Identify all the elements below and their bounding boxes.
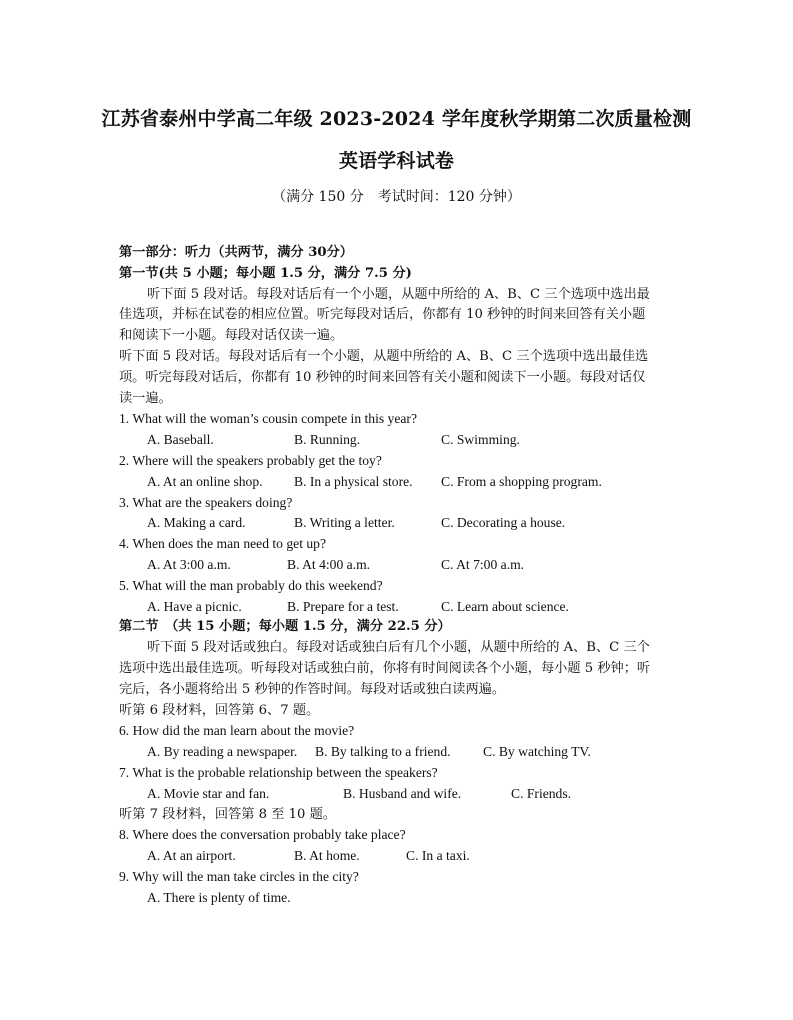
instruction-b-line1: 听下面 5 段对话。每段对话后有一个小题，从题中所给的 A、B、C 三个选项中选出最佳选: [119, 349, 649, 364]
instruction-a-line1: 听下面 5 段对话。每段对话后有一个小题，从题中所给的 A、B、C 三个选项中选出最: [147, 287, 650, 302]
part1-heading: 第一部分：听力（共两节，满分 30分）: [119, 245, 353, 260]
instruction-b-line2: 项。听完每段对话后，你都有 10 秒钟的时间来回答有关小题和阅读下一小题。每段对话仅: [119, 370, 646, 385]
q7-option-a: A. Movie star and fan.: [147, 786, 270, 801]
question-4: 4. When does the man need to get up?: [119, 536, 326, 551]
q1-option-a: A. Baseball.: [147, 432, 214, 447]
section1-heading: 第一节(共 5 小题；每小题 1.5 分，满分 7.5 分): [119, 266, 412, 281]
instruction-c-line1: 听下面 5 段对话或独白。每段对话或独白后有几个小题，从题中所给的 A、B、C 三个: [147, 640, 650, 655]
q2-option-b: B. In a physical store.: [294, 474, 413, 489]
material-7-note: 听第 7 段材料，回答第 8 至 10 题。: [119, 807, 336, 822]
q9-option-a: A. There is plenty of time.: [147, 890, 291, 905]
q4-option-b: B. At 4:00 a.m.: [287, 557, 371, 572]
question-8: 8. Where does the conversation probably take place?: [119, 827, 406, 842]
q1-option-c: C. Swimming.: [441, 432, 520, 447]
q6-option-a: A. By reading a newspaper.: [147, 744, 298, 759]
q2-option-c: C. From a shopping program.: [441, 474, 602, 489]
instruction-a-line2: 佳选项，并标在试卷的相应位置。听完每段对话后，你都有 10 秒钟的时间来回答有关小题: [119, 307, 646, 322]
instruction-a-line3: 和阅读下一小题。每段对话仅读一遍。: [119, 328, 344, 343]
question-2: 2. Where will the speakers probably get the toy?: [119, 453, 382, 468]
q4-option-a: A. At 3:00 a.m.: [147, 557, 231, 572]
question-1: 1. What will the woman’s cousin compete in this year?: [119, 411, 417, 426]
q2-option-a: A. At an online shop.: [147, 474, 263, 489]
question-9: 9. Why will the man take circles in the city?: [119, 869, 359, 884]
q5-option-b: B. Prepare for a test.: [287, 599, 399, 614]
q3-option-b: B. Writing a letter.: [294, 515, 395, 530]
section2-heading: 第二节 （共 15 小题；每小题 1.5 分，满分 22.5 分）: [119, 619, 451, 634]
exam-meta: （满分 150 分 考试时间：120 分钟）: [272, 189, 521, 205]
q3-option-c: C. Decorating a house.: [441, 515, 566, 530]
q8-option-a: A. At an airport.: [147, 848, 236, 863]
material-6-note: 听第 6 段材料，回答第 6、7 题。: [119, 703, 320, 718]
question-6: 6. How did the man learn about the movie?: [119, 723, 355, 738]
exam-subtitle: 英语学科试卷: [338, 150, 455, 172]
instruction-c-line3: 完后，各小题将给出 5 秒钟的作答时间。每段对话或独白读两遍。: [119, 682, 506, 697]
q7-option-b: B. Husband and wife.: [343, 786, 462, 801]
q8-option-b: B. At home.: [294, 848, 360, 863]
q6-option-b: B. By talking to a friend.: [315, 744, 451, 759]
q3-option-a: A. Making a card.: [147, 515, 246, 530]
exam-title: 江苏省泰州中学高二年级 2023-2024 学年度秋学期第二次质量检测: [101, 108, 692, 130]
q8-option-c: C. In a taxi.: [406, 848, 470, 863]
q6-option-c: C. By watching TV.: [483, 744, 591, 759]
q7-option-c: C. Friends.: [511, 786, 572, 801]
instruction-c-line2: 选项中选出最佳选项。听每段对话或独白前，你将有时间阅读各个小题，每小题 5 秒钟；听: [119, 661, 651, 676]
question-3: 3. What are the speakers doing?: [119, 495, 293, 510]
question-5: 5. What will the man probably do this weekend?: [119, 578, 383, 593]
instruction-b-line3: 读一遍。: [119, 391, 172, 406]
q5-option-c: C. Learn about science.: [441, 599, 569, 614]
q5-option-a: A. Have a picnic.: [147, 599, 242, 614]
question-7: 7. What is the probable relationship between the speakers?: [119, 765, 438, 780]
q1-option-b: B. Running.: [294, 432, 361, 447]
q4-option-c: C. At 7:00 a.m.: [441, 557, 525, 572]
